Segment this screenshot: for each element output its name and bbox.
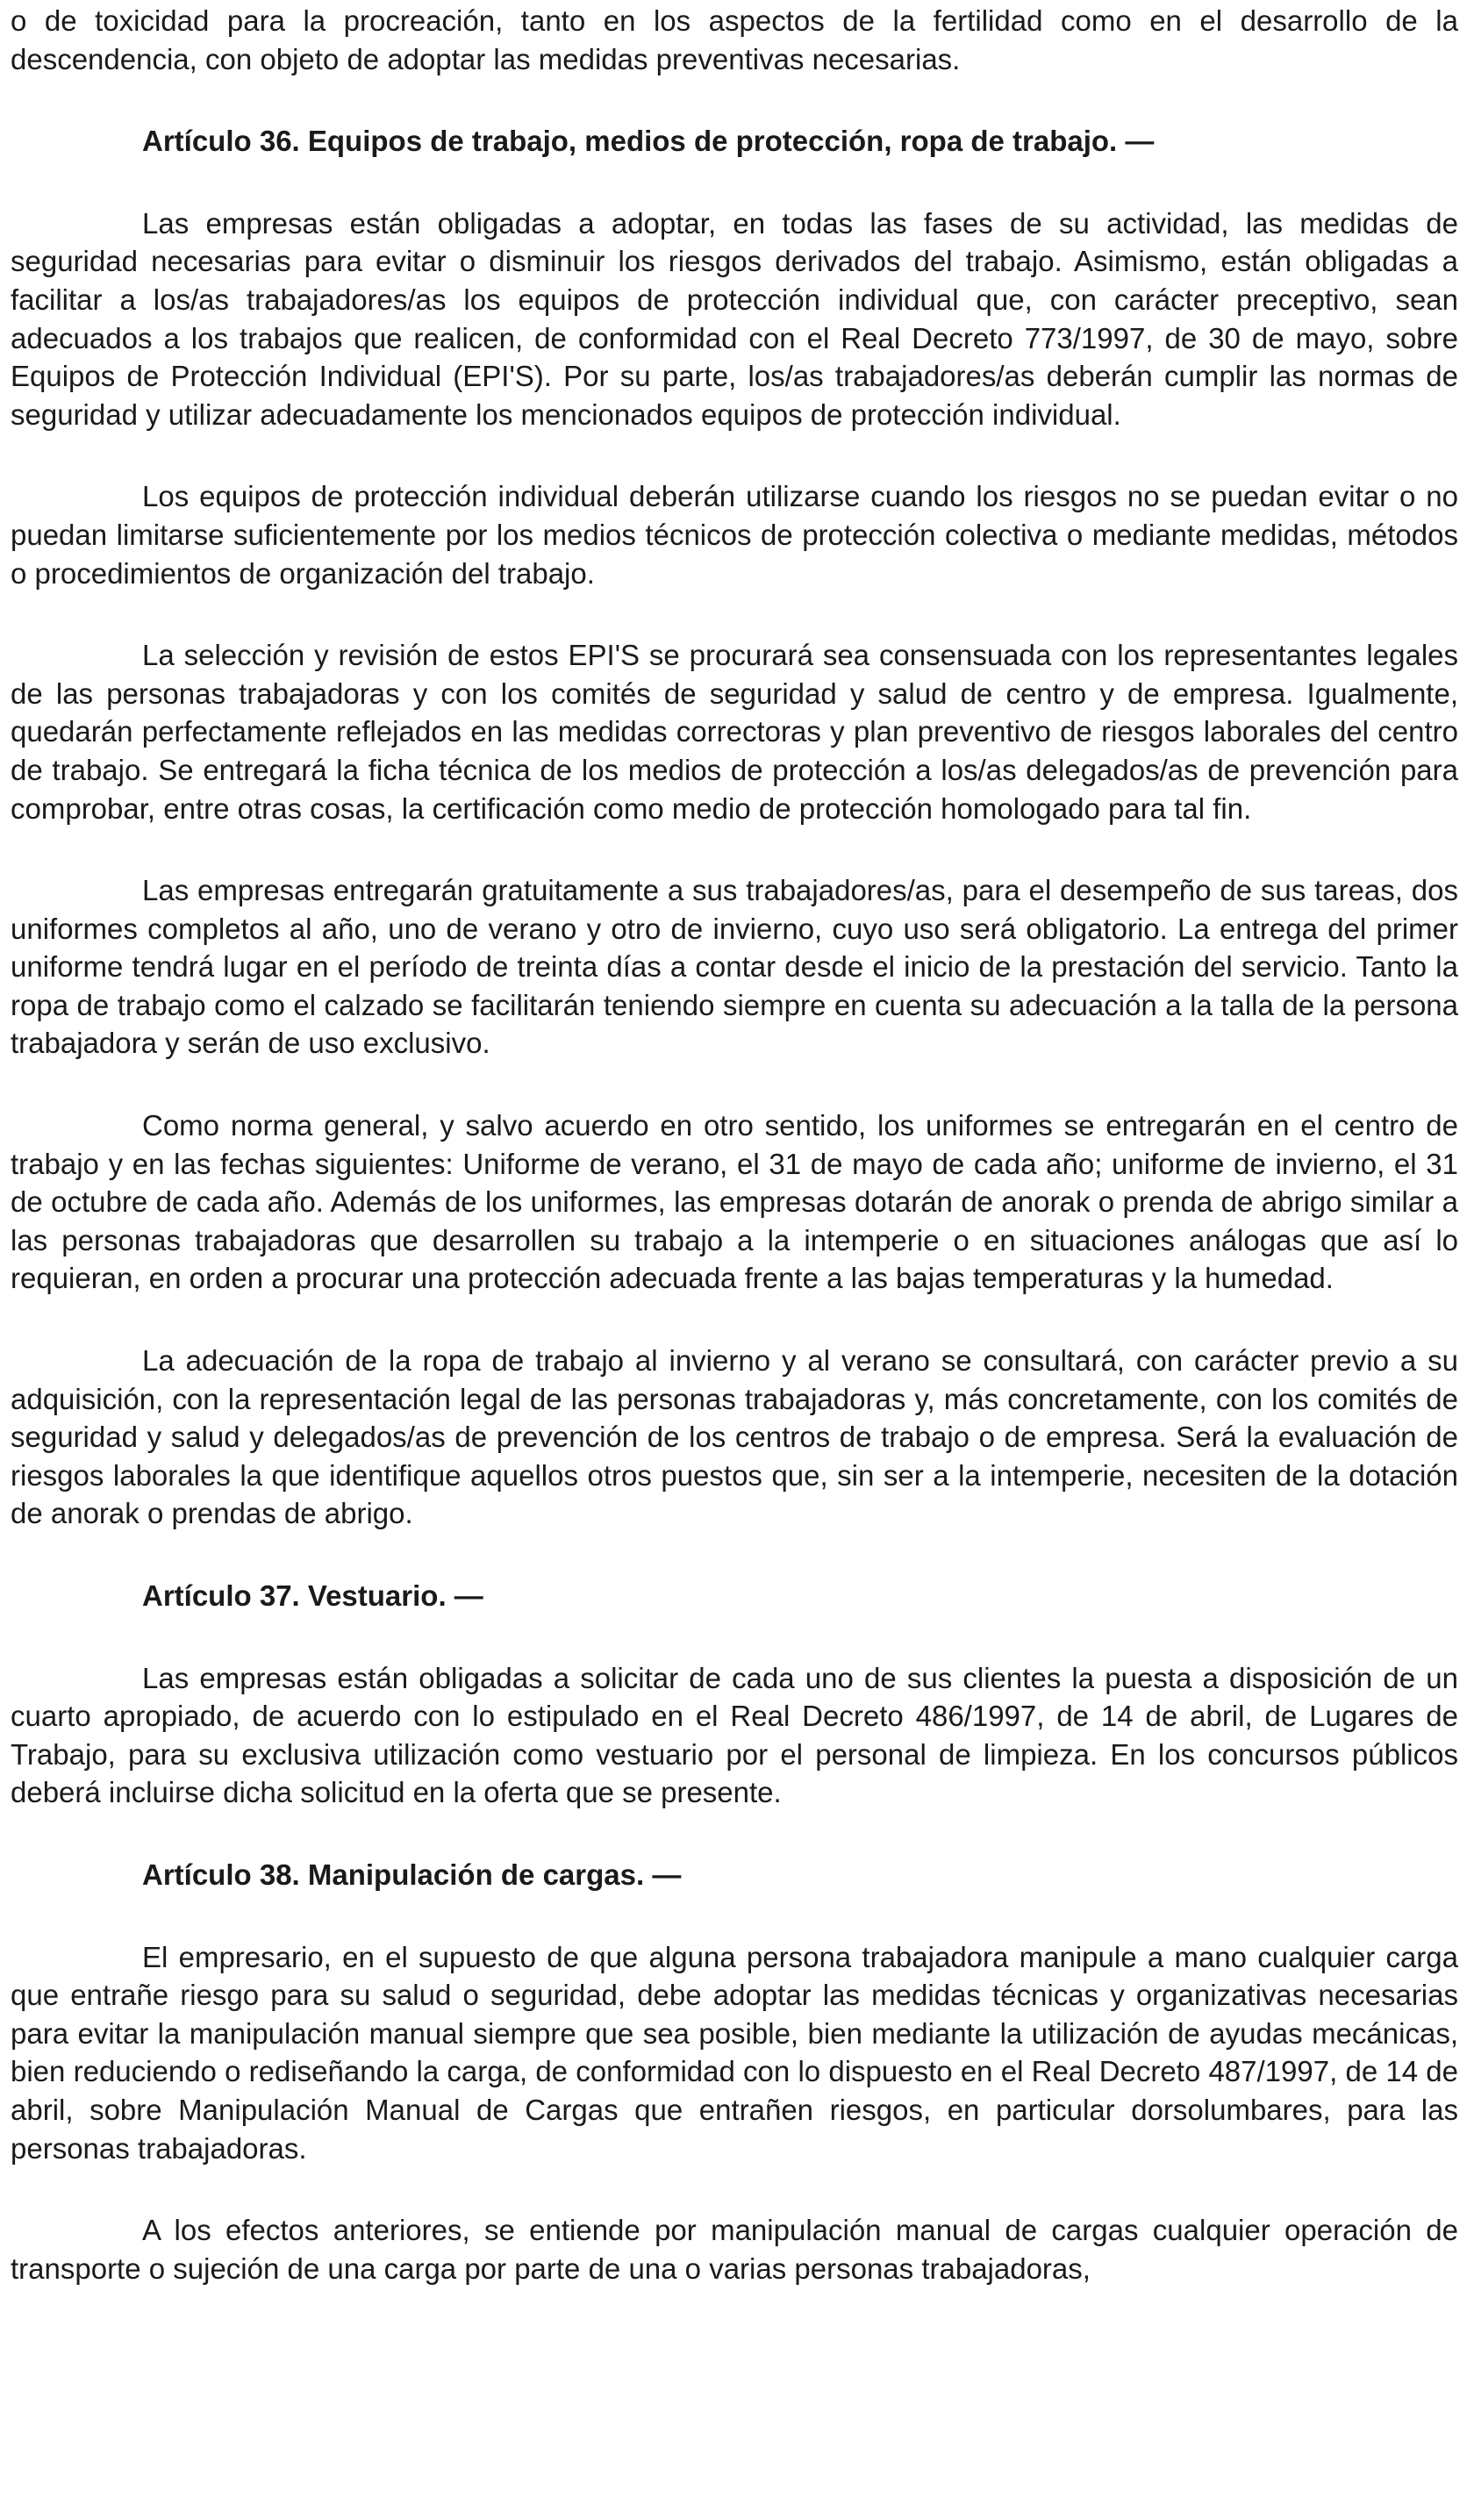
article-37-paragraph-1: Las empresas están obligadas a solicitar de cada uno de sus clientes la puesta a disposición de un cuarto apropiado, de acuerdo con lo estipulado en el Real Decreto 486/1997, de 14 de abril, de Lugares de Trabajo, para su exclusiva utilización como vestuario por el personal de limpieza. En los concursos públicos deberá incluirse dicha solicitud en la oferta que se presente. [11,1661,1458,1809]
article-38-paragraph-1: El empresario, en el supuesto de que alguna persona trabajadora manipule a mano cualquier carga que entrañe riesgo para su salud o seguridad, debe adoptar las medidas técnicas y organizativas necesarias para evitar la manipulación manual siempre que sea posible, bien mediante la utilización de ayudas mecánicas, bien reduciendo o rediseñando la carga, de conformidad con lo dispuesto en el Real Decreto 487/1997, de 14 de abril, sobre Manipulación Manual de Cargas que entrañen riesgos, en particular dorsolumbares, para las personas trabajadoras. [11,1940,1458,2165]
article-36-heading: Artículo 36. Equipos de trabajo, medios de protección, ropa de trabajo. — [142,125,1155,158]
article-38-heading: Artículo 38. Manipulación de cargas. — [142,1858,682,1891]
article-36-paragraph-5: Como norma general, y salvo acuerdo en otro sentido, los uniformes se entregarán en el centro de trabajo y en las fechas siguientes: Uniforme de verano, el 31 de mayo de cada año; uniforme de invierno, el 31 de octubre de cada año. Además de los uniformes, las empresas dotarán de anorak o prenda de abrigo similar a las personas trabajadoras que desarrollen su trabajo a la intemperie o en situaciones análogas que así lo requieran, en orden a procurar una protección adecuada frente a las bajas temperaturas y la humedad. [11,1109,1458,1295]
article-36-paragraph-3: La selección y revisión de estos EPI'S se procurará sea consensuada con los representantes legales de las personas trabajadoras y con los comités de seguridad y salud de centro y de empresa. Igualmente, quedarán perfectamente reflejados en las medidas correctoras y plan preventivo de riesgos laborales del centro de trabajo. Se entregará la ficha técnica de los medios de protección a los/as delegados/as de prevención para comprobar, entre otras cosas, la certificación como medio de protección homologado para tal fin. [11,639,1458,825]
opening-paragraph: o de toxicidad para la procreación, tanto en los aspectos de la fertilidad como en el desarrollo de la descendencia, con objeto de adoptar las medidas preventivas necesarias. [11,4,1458,75]
article-37-heading: Artículo 37. Vestuario. — [142,1579,483,1612]
article-38-paragraph-2: A los efectos anteriores, se entiende por manipulación manual de cargas cualquier operación de transporte o sujeción de una carga por parte de una o varias personas trabajadoras, [11,2214,1458,2285]
article-36-paragraph-1: Las empresas están obligadas a adoptar, en todas las fases de su actividad, las medidas de seguridad necesarias para evitar o disminuir los riesgos derivados del trabajo. Asimismo, están obligadas a facilitar a los/as trabajadores/as los equipos de protección individual que, con carácter preceptivo, sean adecuados a los trabajos que realicen, de conformidad con el Real Decreto 773/1997, de 30 de mayo, sobre Equipos de Protección Individual (EPI'S). Por su parte, los/as trabajadores/as deberán cumplir las normas de seguridad y utilizar adecuadamente los mencionados equipos de protección individual. [11,206,1458,431]
article-36-paragraph-6: La adecuación de la ropa de trabajo al invierno y al verano se consultará, con carácter previo a su adquisición, con la representación legal de las personas trabajadoras y, más concretamente, con los comités de seguridad y salud y delegados/as de prevención de los centros de trabajo o de empresa. Será la evaluación de riesgos laborales la que identifique aquellos otros puestos que, sin ser a la intemperie, necesiten de la dotación de anorak o prendas de abrigo. [11,1344,1458,1530]
article-36-paragraph-4: Las empresas entregarán gratuitamente a sus trabajadores/as, para el desempeño de sus tareas, dos uniformes completos al año, uno de verano y otro de invierno, cuyo uso será obligatorio. La entrega del primer uniforme tendrá lugar en el período de treinta días a contar desde el inicio de la prestación del servicio. Tanto la ropa de trabajo como el calzado se facilitarán teniendo siempre en cuenta su adecuación a la talla de la persona trabajadora y serán de uso exclusivo. [11,874,1458,1060]
article-36-paragraph-2: Los equipos de protección individual deberán utilizarse cuando los riesgos no se puedan evitar o no puedan limitarse suficientemente por los medios técnicos de protección colectiva o mediante medidas, métodos o procedimientos de organización del trabajo. [11,480,1458,590]
